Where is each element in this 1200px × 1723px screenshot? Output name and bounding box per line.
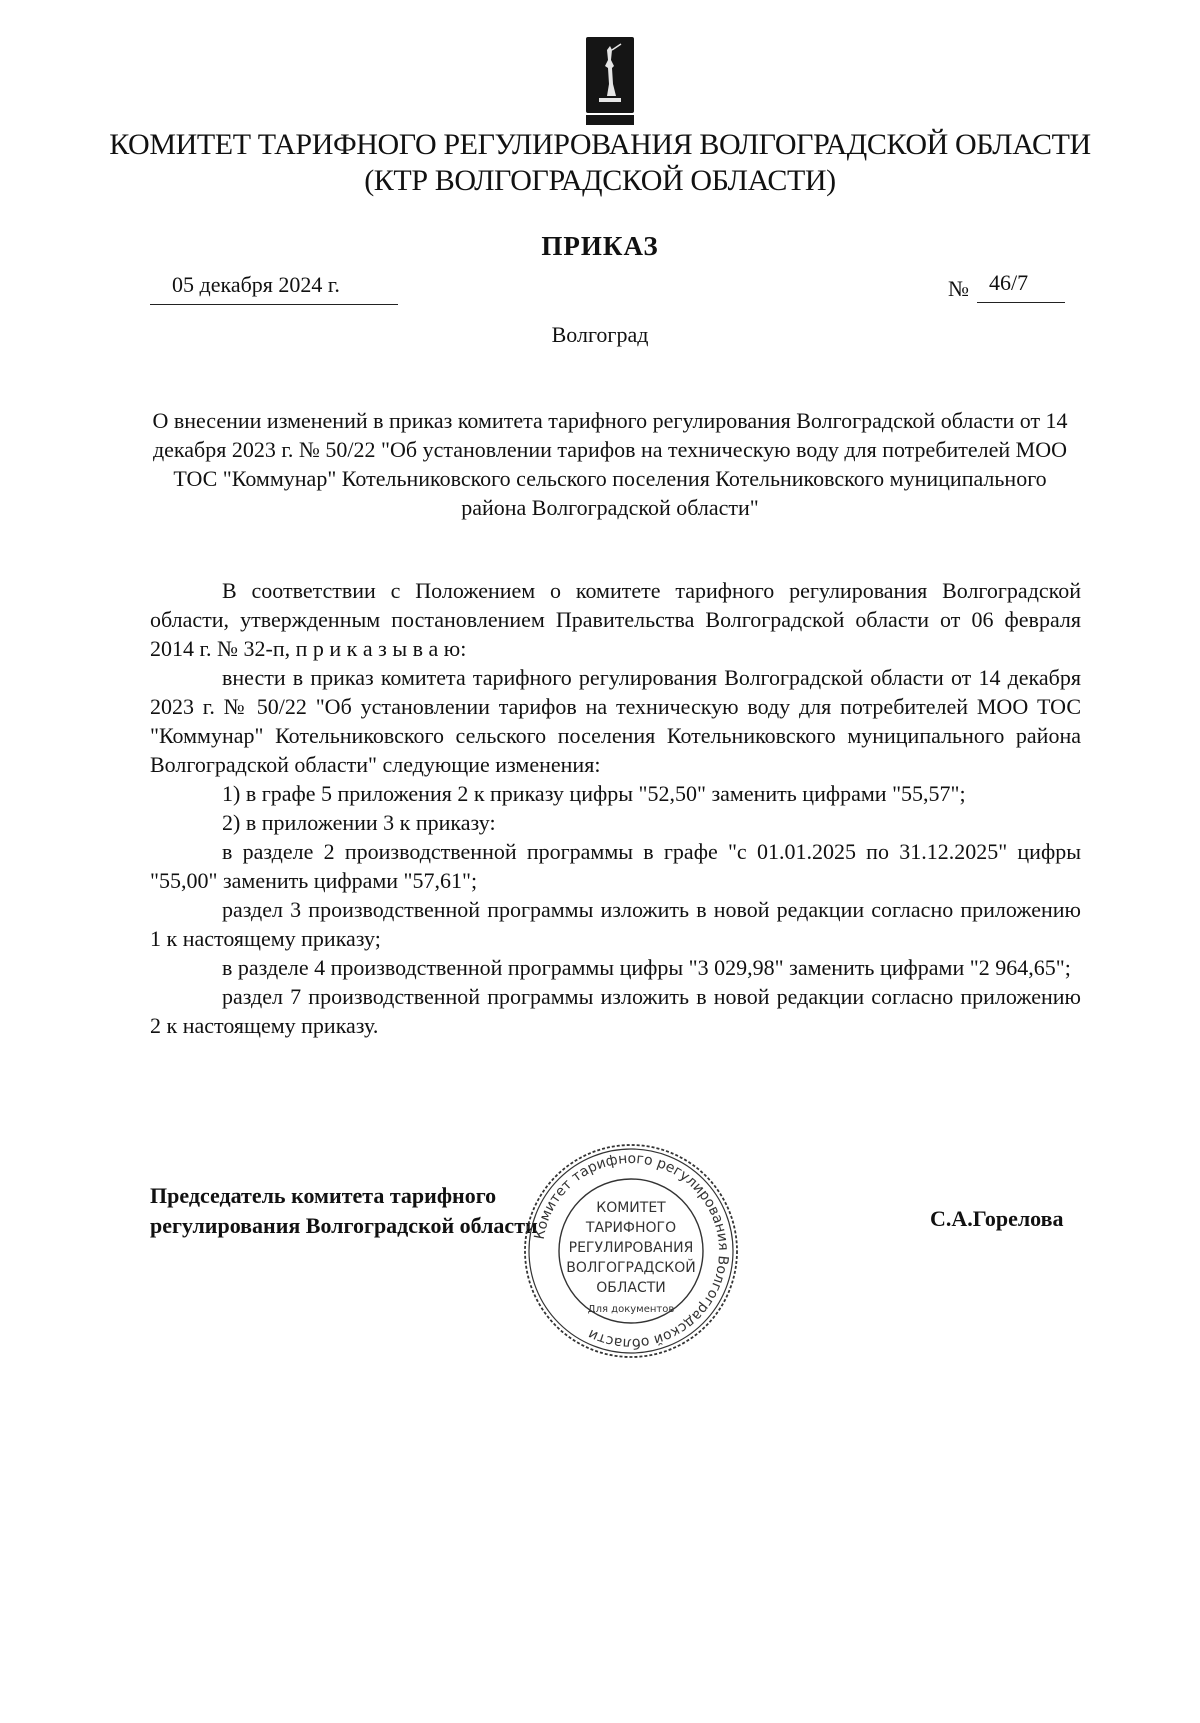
seal-center-text: ВОЛГОГРАДСКОЙ <box>566 1260 696 1276</box>
body-paragraph: раздел 3 производственной программы изложить в новой редакции согласно приложению 1 к настоящему приказу; <box>150 897 1081 951</box>
body-paragraph: в разделе 4 производственной программы цифры "3 029,98" заменить цифрами "2 964,65"; <box>222 955 1071 980</box>
number-label: № <box>948 276 969 301</box>
seal-center-text: РЕГУЛИРОВАНИЯ <box>568 1240 694 1256</box>
document-date: 05 декабря 2024 г. <box>172 272 340 297</box>
organization-name: КОМИТЕТ ТАРИФНОГО РЕГУЛИРОВАНИЯ ВОЛГОГРАДСКОЙ ОБЛАСТИ <box>109 128 1091 161</box>
signatory-name: С.А.Горелова <box>930 1206 1064 1231</box>
signatory-position <box>150 1181 538 1241</box>
number-field <box>977 270 1065 303</box>
document-type: ПРИКАЗ <box>541 231 659 261</box>
seal-bottom-text: Для документов <box>587 1304 675 1315</box>
coat-of-arms-emblem <box>585 36 635 126</box>
body-paragraph: раздел 7 производственной программы изложить в новой редакции согласно приложению 2 к настоящему приказу. <box>150 984 1081 1038</box>
document-subject: О внесении изменений в приказ комитета тарифного регулирования Волгоградской области от 14 декабря 2023 г. № 50/22 "Об установлении тарифов на техническую воду для потребителей МОО ТОС "Коммунар" Котельниковского сельского поселения Котельниковского муниципального района Волгоградской области" <box>152 408 1068 520</box>
body-paragraph: 2) в приложении 3 к приказу: <box>222 810 496 835</box>
document-number: 46/7 <box>989 270 1029 295</box>
body-paragraph: В соответствии с Положением о комитете тарифного регулирования Волгоградской области, утвержденным постановлением Правительства Волгоградской области от 06 февраля 2014 г. № 32-п, п р и к а з ы в а ю: <box>150 578 1081 661</box>
official-seal-stamp <box>520 1140 742 1362</box>
seal-outer-text: Комитет тарифного регулирования Волгоградской области <box>531 1150 732 1352</box>
body-paragraph: в разделе 2 производственной программы в графе "с 01.01.2025 по 31.12.2025" цифры "55,00" заменить цифрами "57,61"; <box>150 839 1081 893</box>
seal-center-text: ТАРИФНОГО <box>585 1220 677 1236</box>
body-paragraph: внести в приказ комитета тарифного регулирования Волгоградской области от 14 декабря 2023 г. № 50/22 "Об установлении тарифов на техническую воду для потребителей МОО ТОС "Коммунар" Котельниковского сельского поселения Котельниковского муниципального района Волгоградской области" следующие изменения: <box>150 665 1081 777</box>
city: Волгоград <box>551 322 649 347</box>
organization-abbreviation: (КТР ВОЛГОГРАДСКОЙ ОБЛАСТИ) <box>364 164 836 197</box>
document-body <box>150 576 1081 1040</box>
signatory-position-line: регулирования Волгоградской области <box>150 1213 538 1238</box>
body-paragraph: 1) в графе 5 приложения 2 к приказу цифры "52,50" заменить цифрами "55,57"; <box>222 781 966 806</box>
date-field <box>150 272 398 305</box>
signatory-position-line: Председатель комитета тарифного <box>150 1183 497 1208</box>
seal-center-text: ОБЛАСТИ <box>596 1280 666 1296</box>
seal-center-text: КОМИТЕТ <box>596 1200 666 1216</box>
